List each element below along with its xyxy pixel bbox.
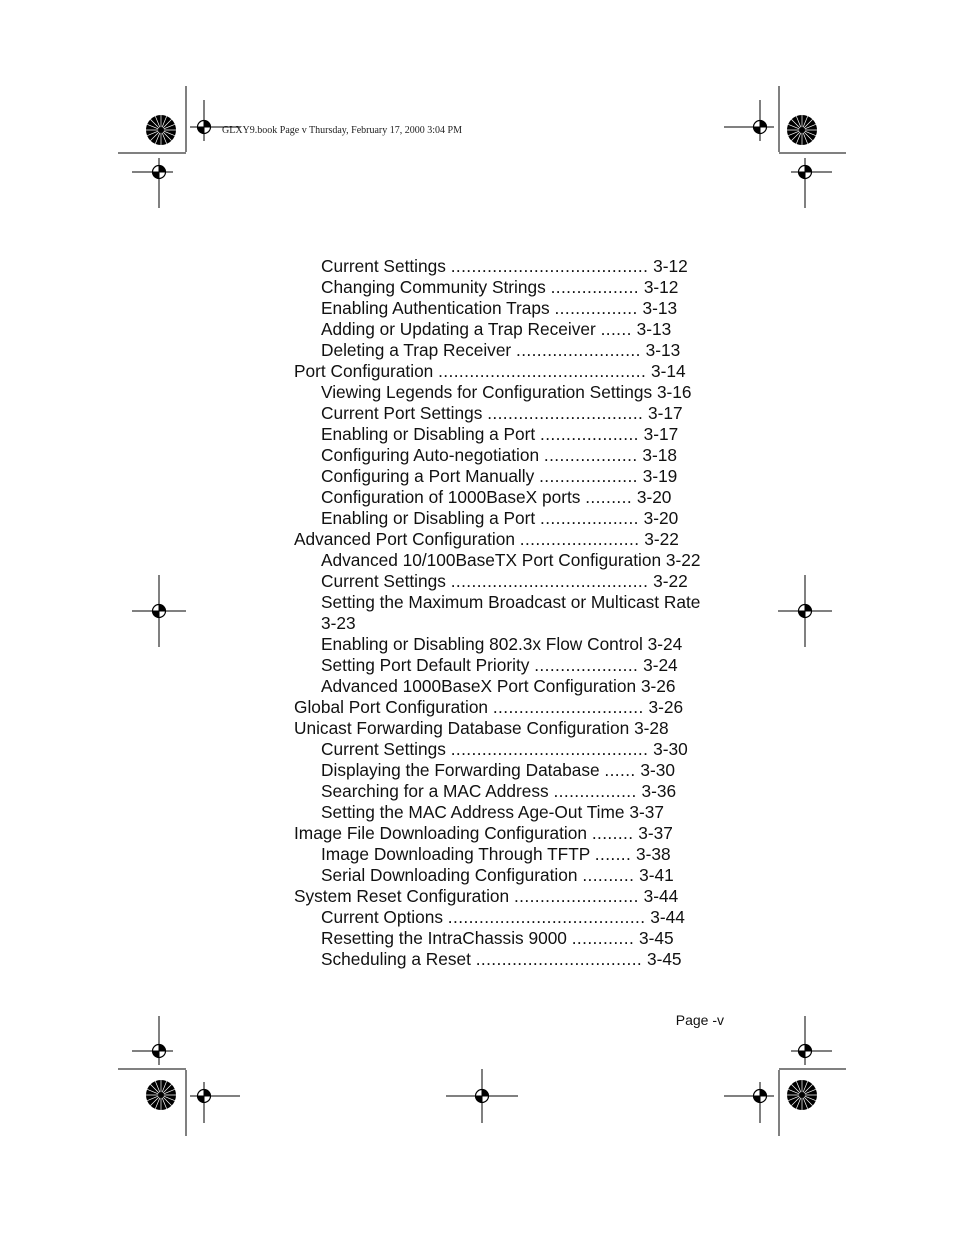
toc-leader-dots: ............ xyxy=(571,928,635,948)
toc-page-number: 3-12 xyxy=(653,256,688,276)
toc-leader-dots: ...... xyxy=(604,760,636,780)
toc-entry-title: Enabling or Disabling 802.3x Flow Control xyxy=(321,634,643,654)
toc-leader-dots: ........................................ xyxy=(438,361,647,381)
toc-page-number: 3-38 xyxy=(636,844,671,864)
toc-leader-dots: ................................ xyxy=(475,949,643,969)
toc-page-number: 3-13 xyxy=(645,340,681,360)
toc-leader-dots: ...................................... xyxy=(450,256,649,276)
toc-entry-title: Viewing Legends for Configuration Settings xyxy=(321,382,653,402)
toc-page-number: 3-45 xyxy=(646,949,682,969)
toc-page-number: 3-17 xyxy=(643,424,679,444)
toc-page-number: 3-13 xyxy=(636,319,672,339)
toc-entry-title: Current Settings xyxy=(321,256,446,276)
toc-leader-dots: ........ xyxy=(591,823,634,843)
crop-mark-bottom-right xyxy=(724,1016,846,1136)
toc-entry-title: Current Port Settings xyxy=(321,403,483,423)
toc-entry-title: Changing Community Strings xyxy=(321,277,546,297)
toc-entry-title: Global Port Configuration xyxy=(294,697,489,717)
crop-mark-top-left xyxy=(118,86,240,208)
registration-mark-right xyxy=(778,575,832,647)
toc-leader-dots: ...................................... xyxy=(447,907,646,927)
toc-leader-dots: ........................ xyxy=(513,886,639,906)
toc-entry-title: 3-23 xyxy=(321,613,356,633)
toc-page-number: 3-36 xyxy=(641,781,677,801)
toc-entry-title: Current Settings xyxy=(321,571,446,591)
toc-page-number: 3-44 xyxy=(643,886,679,906)
toc-entry-title: Displaying the Forwarding Database xyxy=(321,760,600,780)
toc-entry-title: Setting Port Default Priority xyxy=(321,655,530,675)
toc-entry-title: Setting the MAC Address Age-Out Time xyxy=(321,802,625,822)
toc-page-number: 3-45 xyxy=(638,928,674,948)
toc-page-number: 3-12 xyxy=(643,277,679,297)
toc-entry-title: Advanced 10/100BaseTX Port Configuration xyxy=(321,550,662,570)
toc-page-number: 3-22 xyxy=(653,571,688,591)
toc-page-number: 3-41 xyxy=(639,865,674,885)
toc-leader-dots: ................... xyxy=(539,466,638,486)
toc-page-number: 3-18 xyxy=(642,445,677,465)
toc-leader-dots: .................. xyxy=(543,445,638,465)
toc-entry-title: Port Configuration xyxy=(294,361,434,381)
toc-entry-title: Deleting a Trap Receiver xyxy=(321,340,512,360)
toc-page-number: 3-22 xyxy=(665,550,701,570)
toc-leader-dots: ......... xyxy=(585,487,633,507)
toc-entry-title: Configuring a Port Manually xyxy=(321,466,535,486)
toc-entry-title: Serial Downloading Configuration xyxy=(321,865,578,885)
toc-entry-title: Configuring Auto-negotiation xyxy=(321,445,540,465)
toc-entry-title: Searching for a MAC Address xyxy=(321,781,549,801)
page-number: Page -v xyxy=(675,1012,724,1028)
crop-mark-top-right xyxy=(724,86,846,208)
toc-leader-dots: .............................. xyxy=(487,403,644,423)
toc-page-number: 3-30 xyxy=(653,739,688,759)
toc-page-number: 3-26 xyxy=(648,697,684,717)
toc-leader-dots: ...... xyxy=(600,319,632,339)
toc-entry-title: Image File Downloading Configuration xyxy=(294,823,587,843)
toc-page-number: 3-37 xyxy=(638,823,673,843)
toc-entry-title: Advanced 1000BaseX Port Configuration xyxy=(321,676,637,696)
toc-page-number: 3-30 xyxy=(640,760,676,780)
toc-leader-dots: ................ xyxy=(553,781,637,801)
toc-leader-dots: ................... xyxy=(540,424,639,444)
toc-entry-title: Setting the Maximum Broadcast or Multicast Rate xyxy=(321,592,701,612)
toc-entry-title: Resetting the IntraChassis 9000 xyxy=(321,928,567,948)
toc-entry-title: Enabling or Disabling a Port xyxy=(321,424,536,444)
toc-leader-dots: ....................... xyxy=(519,529,640,549)
toc-page-number: 3-17 xyxy=(648,403,683,423)
toc-entry-title: Current Settings xyxy=(321,739,446,759)
toc-page-number: 3-24 xyxy=(647,634,683,654)
toc-entry-title: Unicast Forwarding Database Configuration xyxy=(294,718,630,738)
toc-entry-title: System Reset Configuration xyxy=(294,886,510,906)
toc-page-number: 3-16 xyxy=(656,382,692,402)
toc-page-number: 3-28 xyxy=(634,718,669,738)
toc-leader-dots: ...................................... xyxy=(450,739,649,759)
toc-leader-dots: ............................. xyxy=(492,697,644,717)
toc-entry-title: Scheduling a Reset xyxy=(321,949,471,969)
toc-page-number: 3-20 xyxy=(636,487,672,507)
toc-page-number: 3-20 xyxy=(643,508,679,528)
crop-mark-bottom-left xyxy=(118,1016,240,1136)
toc-page-number: 3-37 xyxy=(629,802,664,822)
toc-leader-dots: .................... xyxy=(534,655,639,675)
toc-page-number: 3-26 xyxy=(640,676,676,696)
toc-leader-dots: ........................ xyxy=(516,340,641,360)
toc-entry-title: Configuration of 1000BaseX ports xyxy=(321,487,581,507)
toc-entry-title: Current Options xyxy=(321,907,443,927)
toc-page-number: 3-19 xyxy=(642,466,678,486)
toc-leader-dots: ................... xyxy=(540,508,639,528)
toc-leader-dots: ................. xyxy=(550,277,639,297)
toc-leader-dots: ...................................... xyxy=(450,571,649,591)
toc-leader-dots: ................ xyxy=(554,298,638,318)
print-header: GLXY9.book Page v Thursday, February 17, 2000 3:04 PM xyxy=(222,125,462,136)
toc-leader-dots: ....... xyxy=(594,844,632,864)
toc-entry-title: Adding or Updating a Trap Receiver xyxy=(321,319,596,339)
toc-leader-dots: .......... xyxy=(582,865,635,885)
toc-entry-title: Enabling Authentication Traps xyxy=(321,298,550,318)
toc-entry-title: Advanced Port Configuration xyxy=(294,529,515,549)
registration-mark-left xyxy=(132,575,186,647)
toc-page-number: 3-24 xyxy=(643,655,678,675)
toc-page-number: 3-44 xyxy=(650,907,685,927)
toc-entry-title: Image Downloading Through TFTP xyxy=(321,844,590,864)
toc-page-number: 3-13 xyxy=(642,298,678,318)
toc-page-number: 3-14 xyxy=(650,361,686,381)
toc-page-number: 3-22 xyxy=(644,529,679,549)
toc-entry-title: Enabling or Disabling a Port xyxy=(321,508,536,528)
registration-mark-bottom xyxy=(446,1069,518,1123)
